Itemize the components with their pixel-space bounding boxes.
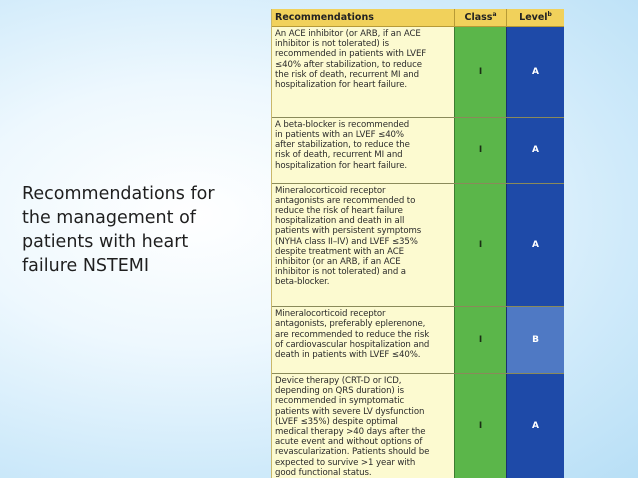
- text-line: reduce the risk of heart failure: [275, 205, 403, 216]
- table-row: [272, 27, 564, 118]
- recommendations-table: [271, 9, 564, 478]
- level-cell: A: [506, 184, 564, 307]
- recommendation-text: [272, 374, 454, 478]
- text-line: (NYHA class II–IV) and LVEF ≤35%: [275, 236, 418, 247]
- text-line: despite treatment with an ACE: [275, 246, 404, 257]
- class-cell: I: [454, 307, 506, 373]
- table-header: [272, 9, 564, 27]
- header-level-sup: b: [547, 10, 552, 18]
- text-line: A beta-blocker is recommended: [275, 119, 410, 130]
- class-cell: I: [454, 27, 506, 117]
- text-line: recommended in patients with LVEF: [275, 49, 427, 60]
- table-row: [272, 118, 564, 184]
- text-line: risk of death, recurrent MI and: [275, 150, 403, 161]
- table-row: [272, 307, 564, 374]
- text-line: hospitalization for heart failure.: [275, 80, 408, 91]
- text-line: patients with severe LV dysfunction: [275, 406, 425, 417]
- slide-caption: [22, 182, 252, 278]
- text-line: An ACE inhibitor (or ARB, if an ACE: [275, 29, 421, 39]
- header-class-sup: a: [492, 10, 497, 18]
- header-level-label: Level: [519, 12, 548, 23]
- level-cell: A: [506, 27, 564, 117]
- text-line: the risk of death, recurrent MI and: [275, 69, 419, 80]
- text-line: (LVEF ≤35%) despite optimal: [275, 416, 398, 427]
- level-cell: B: [506, 307, 564, 373]
- text-line: after stabilization, to reduce the: [275, 140, 410, 151]
- header-level: [506, 9, 564, 26]
- level-cell: A: [506, 374, 564, 478]
- header-recommendations: Recommendations: [275, 12, 374, 23]
- caption-line: failure NSTEMI: [22, 256, 150, 276]
- text-line: antagonists are recommended to: [275, 195, 416, 206]
- text-line: Device therapy (CRT-D or ICD,: [275, 376, 402, 386]
- text-line: revascularization. Patients should be: [275, 447, 430, 458]
- text-line: recommended in symptomatic: [275, 396, 405, 407]
- text-line: Mineralocorticoid receptor: [275, 185, 386, 196]
- recommendation-text: [272, 307, 454, 373]
- header-class: [454, 9, 506, 26]
- caption-line: Recommendations for: [22, 184, 215, 204]
- header-class-label: Class: [464, 12, 493, 23]
- class-cell: I: [454, 374, 506, 478]
- table-row: [272, 184, 564, 308]
- text-line: hospitalization for heart failure.: [275, 160, 408, 171]
- text-line: good functional status.: [275, 467, 372, 478]
- text-line: hospitalization and death in all: [275, 216, 405, 227]
- recommendation-text: [272, 184, 454, 307]
- text-line: depending on QRS duration) is: [275, 386, 404, 397]
- text-line: acute event and without options of: [275, 437, 423, 448]
- table-row: [272, 374, 564, 478]
- text-line: medical therapy >40 days after the: [275, 427, 426, 438]
- text-line: ≤40% after stabilization, to reduce: [275, 59, 422, 70]
- caption-line: patients with heart: [22, 232, 189, 252]
- text-line: inhibitor is not tolerated) is: [275, 39, 389, 50]
- caption-line: the management of: [22, 208, 196, 228]
- text-line: expected to survive >1 year with: [275, 457, 416, 468]
- recommendation-text: [272, 27, 454, 117]
- class-cell: I: [454, 118, 506, 183]
- text-line: of cardiovascular hospitalization and: [275, 339, 430, 350]
- text-line: Mineralocorticoid receptor: [275, 309, 386, 320]
- text-line: in patients with an LVEF ≤40%: [275, 129, 404, 140]
- level-cell: A: [506, 118, 564, 183]
- text-line: antagonists, preferably eplerenone,: [275, 319, 426, 330]
- text-line: death in patients with LVEF ≤40%.: [275, 350, 421, 360]
- class-cell: I: [454, 184, 506, 307]
- text-line: patients with persistent symptoms: [275, 226, 422, 237]
- text-line: beta-blocker.: [275, 277, 330, 288]
- text-line: inhibitor (or an ARB, if an ACE: [275, 256, 401, 267]
- text-line: are recommended to reduce the risk: [275, 329, 430, 340]
- recommendation-text: [272, 118, 454, 183]
- text-line: inhibitor is not tolerated) and a: [275, 267, 406, 278]
